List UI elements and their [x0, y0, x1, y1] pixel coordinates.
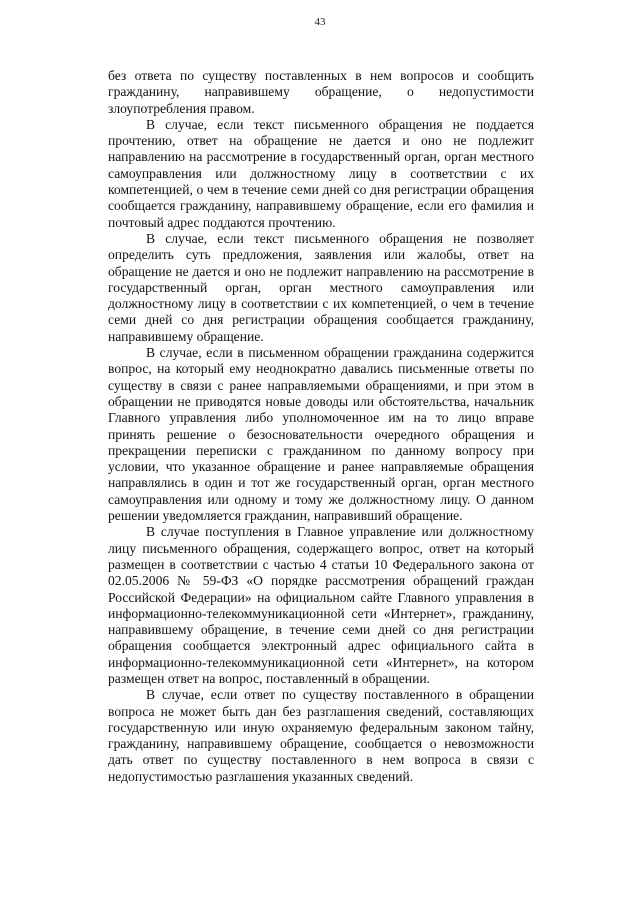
paragraph: без ответа по существу поставленных в нем вопросов и сообщить гражданину, направившему обращение, о недопустимости злоупотребления правом. [108, 68, 534, 116]
paragraph: В случае поступления в Главное управление или должностному лицу письменного обращения, содержащего вопрос, ответ на который размещен в соответствии с частью 4 статьи 10 Федерального закона от 02.05.2006 № 59-ФЗ «О порядке рассмотрения обращений граждан Российской Федерации» на официальном сайте Главного управления в информационно-телекоммуникационной сети «Интернет», гражданину, направившему обращение, в течение семи дней со дня регистрации обращения сообщается электронный адрес официального сайта в информационно-телекоммуникационной сети «Интернет», на котором размещен ответ на вопрос, поставленный в обращении. [108, 524, 534, 686]
document-body [108, 68, 534, 785]
paragraph: В случае, если текст письменного обращения не позволяет определить суть предложения, заявления или жалобы, ответ на обращение не дается и оно не подлежит направлению на рассмотрение в государственный орган, орган местного самоуправления или должностному лицу в соответствии с их компетенцией, о чем в течение семи дней со дня регистрации обращения сообщается гражданину, направившему обращение. [108, 230, 534, 344]
page-number: 43 [314, 16, 326, 28]
paragraph: В случае, если в письменном обращении гражданина содержится вопрос, на который ему неоднократно давались письменные ответы по существу в связи с ранее направляемыми обращениями, и при этом в обращении не приводятся новые доводы или обстоятельства, начальник Главного управления либо уполномоченное им на то лицо вправе принять решение о безосновательности очередного обращения и прекращении переписки с гражданином по данному вопросу при условии, что указанное обращение и ранее направляемые обращения направлялись в один и тот же государственный орган, орган местного самоуправления или одному и тому же должностному лицу. О данном решении уведомляется гражданин, направивший обращение. [108, 345, 534, 524]
paragraph: В случае, если текст письменного обращения не поддается прочтению, ответ на обращение не дается и оно не подлежит направлению на рассмотрение в государственный орган, орган местного самоуправления или должностному лицу в соответствии с их компетенцией, о чем в течение семи дней со дня регистрации обращения сообщается гражданину, направившему обращение, если его фамилия и почтовый адрес поддаются прочтению. [108, 116, 534, 230]
paragraph: В случае, если ответ по существу поставленного в обращении вопроса не может быть дан без разглашения сведений, составляющих государственную или иную охраняемую федеральным законом тайну, гражданину, направившему обращение, сообщается о невозможности дать ответ по существу поставленного в нем вопроса в связи с недопустимостью разглашения указанных сведений. [108, 687, 534, 784]
